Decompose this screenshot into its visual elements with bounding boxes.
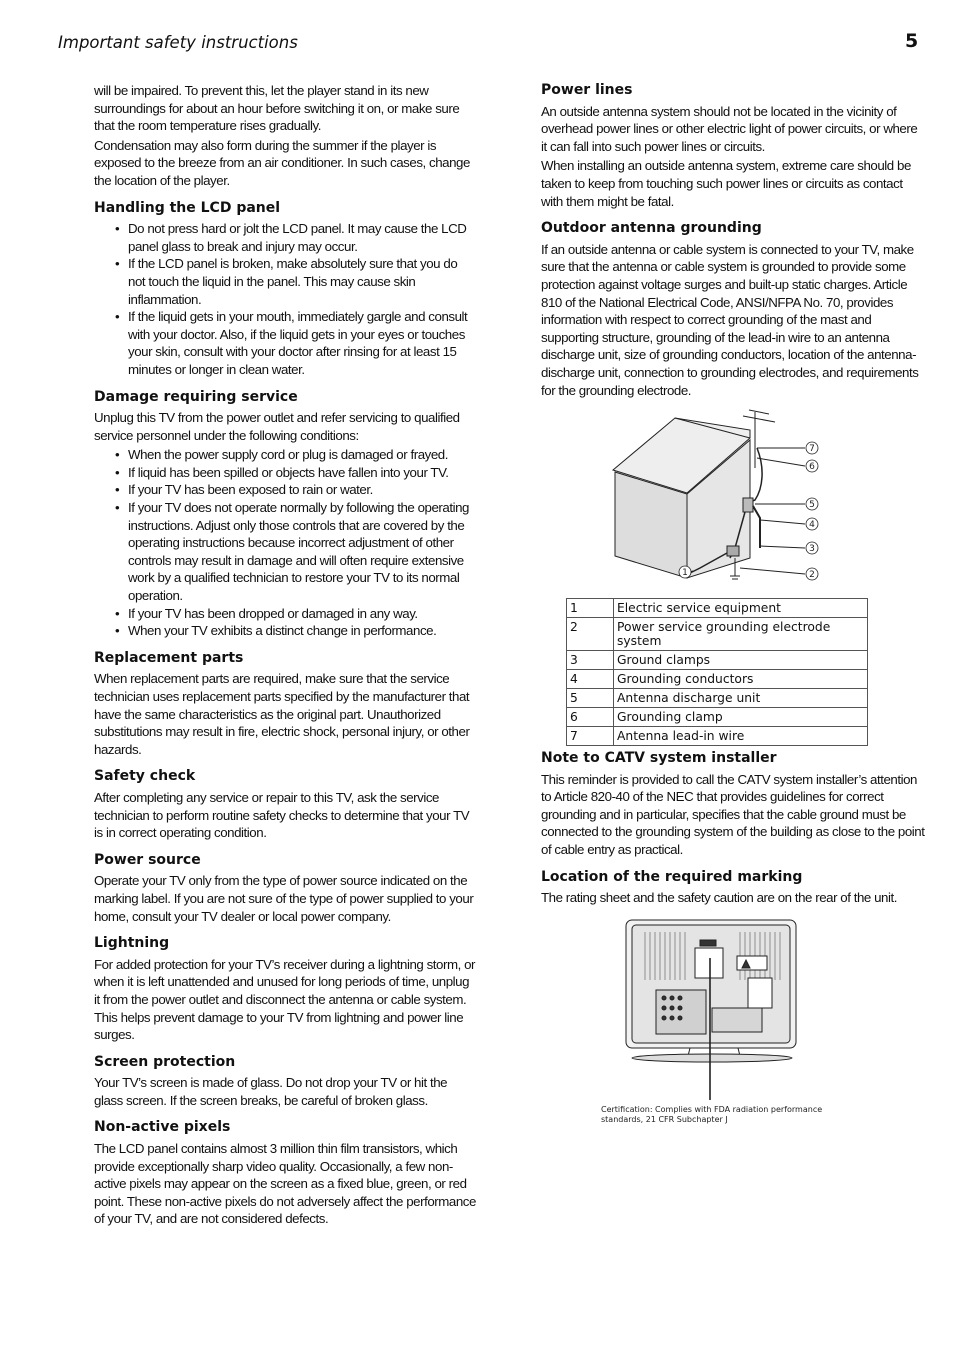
list-item: • If the LCD panel is broken, make absolutely sure that you do not touch the liquid in the panel. This may cause skin inflammation. [128,255,476,308]
callout-6: 6 [809,462,815,472]
table-row [567,651,868,670]
paragraph: will be impaired. To prevent this, let the player stand in its new surroundings for about an hour before switching it on, or make sure that the room temperature rises gradually. [94,83,460,134]
heading-lightning: Lightning [94,935,170,952]
heading-safety: Safety check [94,768,196,785]
tv-rear-illustration [600,918,830,1108]
table-row [567,727,868,746]
callout-2: 2 [809,570,815,580]
paragraph: This reminder is provided to call the CATV system installer’s attention to Article 820-40 of the NEC that provides guidelines for correct grounding and in particular, specifies that the cable ground must be connected to the grounding system of the building as close to the point of cable entry as practical. [541,771,925,857]
heading-power-lines: Power lines [541,82,633,98]
legend-label: Ground clamps [614,651,868,670]
legend-label: Electric service equipment [614,599,868,618]
left-column [94,82,476,1230]
right-column-top [541,82,925,401]
list-item: • Do not press hard or jolt the LCD panel. It may cause the LCD panel glass to break and injury may occur. [128,220,476,255]
paragraph: For added protection for your TV’s receiver during a lightning storm, or when it is left unattended and unused for long periods of time, unplug it from the power outlet and disconnect the antenna or cable system. This helps prevent damage to your TV from lightning and power line surges. [94,956,475,1043]
list-item: • If your TV does not operate normally by following the operating instructions. Adjust only those controls that are covered by the operating instructions because incorrect adjustment of other controls may result in damage and will often require extensive work by a qualified technician to restore your TV to its normal operation. [128,499,476,605]
paragraph: When replacement parts are required, make sure that the service technician uses replacement parts specified by the manufacturer that have the same characteristics as the original part. Unauthorized substitutions may result in fire, electric shock, personal injury, or other hazards. [94,671,470,757]
heading-grounding: Outdoor antenna grounding [541,220,762,237]
heading-damage: Damage requiring service [94,388,298,405]
table-row [567,599,868,618]
heading-pixels: Non-active pixels [94,1119,231,1136]
legend-label: Antenna lead-in wire [614,727,868,746]
antenna-grounding-diagram [605,408,845,588]
paragraph: Condensation may also form during the summer if the player is exposed to the breeze from an air conditioner. In such cases, change the location of the player. [94,137,470,188]
legend-number: 1 [567,599,614,618]
legend-number: 6 [567,708,614,727]
paragraph: Unplug this TV from the power outlet and refer servicing to qualified service personnel under the following conditions: [94,410,460,443]
lcd-list [94,220,476,378]
diagram-legend-table [566,598,868,746]
heading-power-source: Power source [94,851,201,868]
callout-7: 7 [809,444,815,454]
callout-4: 4 [809,520,815,530]
paragraph: Your TV’s screen is made of glass. Do not drop your TV or hit the glass screen. If the screen breaks, be careful of broken glass. [94,1075,448,1108]
damage-list [94,446,476,640]
legend-label: Antenna discharge unit [614,689,868,708]
callout-1: 1 [682,568,688,578]
heading-screen: Screen protection [94,1053,236,1070]
paragraph: When installing an outside antenna system, extreme care should be taken to keep from touching such power lines or circuits as contact with them might be fatal. [541,158,911,209]
heading-replacement: Replacement parts [94,649,244,666]
callout-3: 3 [809,544,815,554]
list-item: • When your TV exhibits a distinct change in performance. [128,622,476,640]
paragraph: If an outside antenna or cable system is connected to your TV, make sure that the antenna or cable system is grounded to provide some protection against voltage surges and built-up static charges. Article 810 of the National Electrical Code, ANSI/NFPA No. 70, provides information with respect to correct grounding of the mast and supporting structure, grounding of the lead-in wire to an antenna discharge unit, size of grounding conductors, location of the antenna-discharge unit, connection to grounding electrodes, and requirements for the grounding electrode. [541,241,919,398]
paragraph: After completing any service or repair to this TV, ask the service technician to perform routine safety checks to determine that your TV is in correct operating condition. [94,789,470,841]
section-title: Important safety instructions [58,33,298,52]
heading-catv: Note to CATV system installer [541,750,777,766]
right-column-bottom [541,750,925,909]
legend-label: Grounding clamp [614,708,868,727]
list-item: • When the power supply cord or plug is damaged or frayed. [128,446,476,464]
paragraph: An outside antenna system should not be located in the vicinity of overhead power lines or other electric light of power circuits, or where it can fall into such power lines or circuits. [541,103,918,154]
certification-text: Certification: Complies with FDA radiation performance standards, 21 CFR Subchapter J [601,1105,823,1124]
table-row [567,708,868,727]
legend-number: 5 [567,689,614,708]
legend-number: 3 [567,651,614,670]
list-item: • If your TV has been exposed to rain or water. [128,481,476,499]
list-item: • If your TV has been dropped or damaged in any way. [128,605,476,623]
legend-number: 7 [567,727,614,746]
list-item: • If the liquid gets in your mouth, immediately gargle and consult with your doctor. Also, if the liquid gets in your eyes or touches your skin, consult with your doctor after rinsing for at least 15 minutes or longer in clean water. [128,308,476,378]
table-row [567,618,868,651]
paragraph: The LCD panel contains almost 3 million thin film transistors, which provide exceptionally sharp video quality. Occasionally, a few non-active pixels may appear on the screen as a fixed blue, green, or red point. These non-active pixels do not adversely affect the performance of your TV, and are not considered defects. [94,1141,476,1227]
table-row [567,670,868,689]
legend-number: 2 [567,618,614,651]
legend-number: 4 [567,670,614,689]
list-item: • If liquid has been spilled or objects have fallen into your TV. [128,464,476,482]
table-row [567,689,868,708]
paragraph: Operate your TV only from the type of power source indicated on the marking label. If you are not sure of the type of power supplied to your home, consult your TV dealer or local power company. [94,873,474,924]
legend-label: Power service grounding electrode system [614,618,868,651]
callout-5: 5 [809,500,815,510]
paragraph: The rating sheet and the safety caution are on the rear of the unit. [541,890,897,906]
page-number: 5 [905,30,919,52]
heading-marking: Location of the required marking [541,868,803,885]
legend-label: Grounding conductors [614,670,868,689]
heading-lcd: Handling the LCD panel [94,199,281,216]
